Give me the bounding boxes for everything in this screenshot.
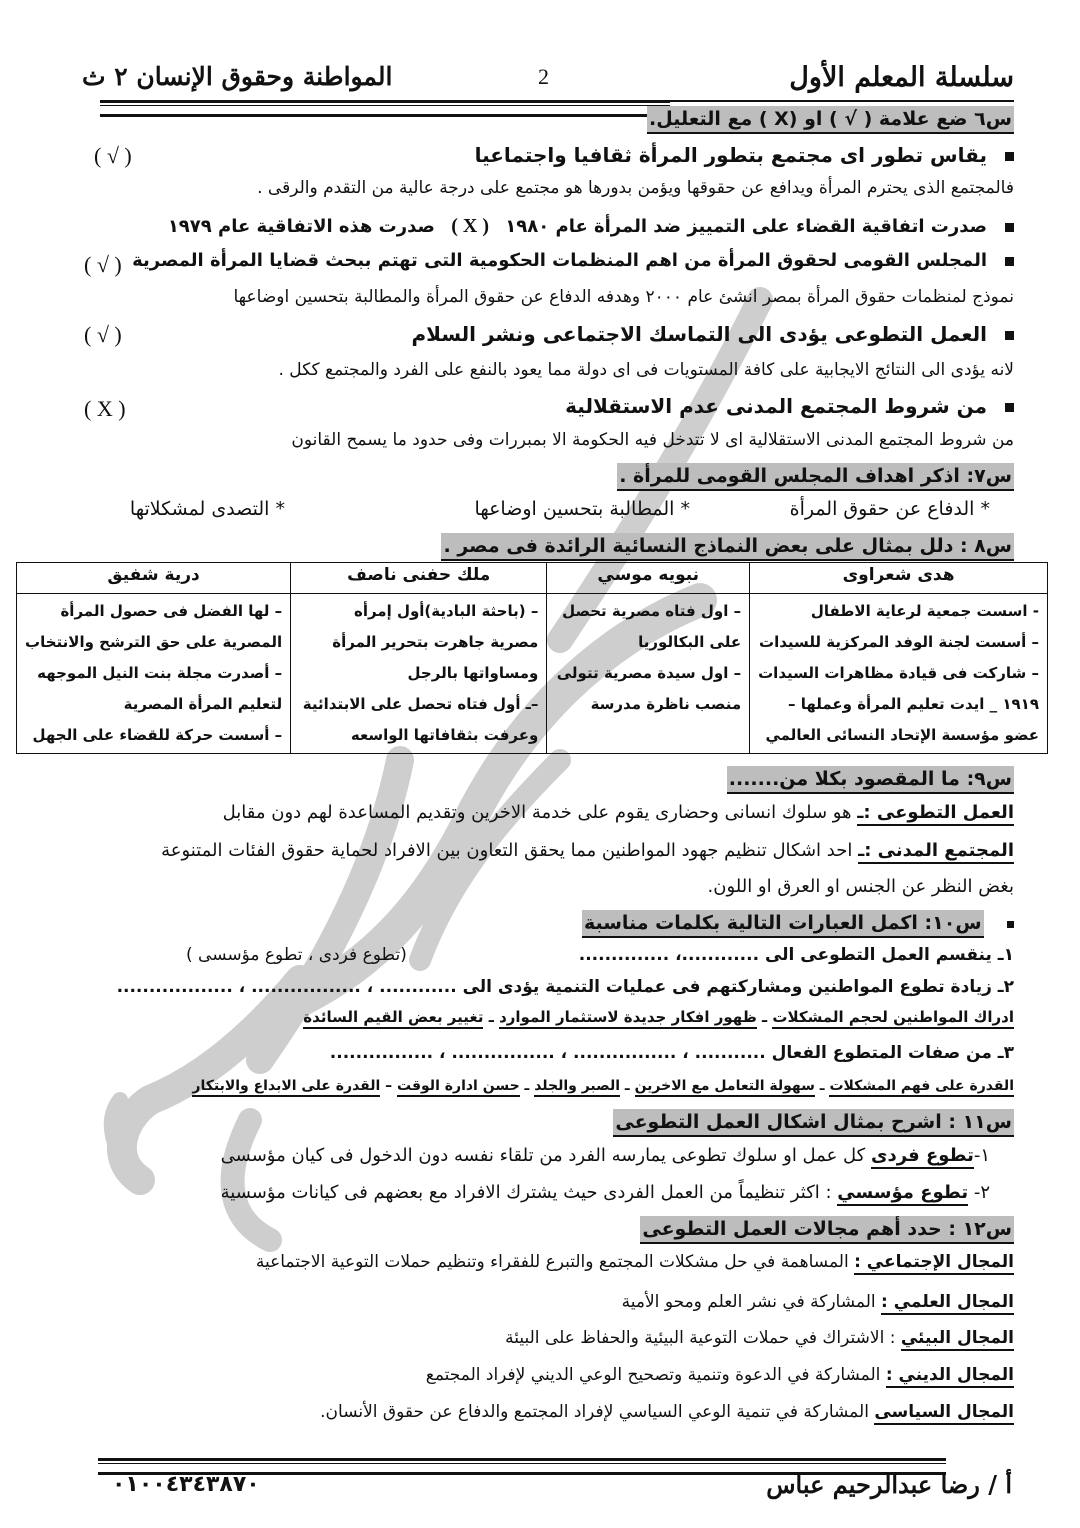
statement-text: العمل التطوعى يؤدى الى التماسك الاجتماعى ونشر السلام: [411, 322, 987, 346]
cell-line: – شاركت فى قيادة مظاهرات السيدات: [758, 664, 1039, 682]
q10-sentence-1: ١ـ ينقسم العمل التطوعى الى ............، ..............: [578, 945, 1014, 965]
q6-item-1: [475, 143, 1014, 167]
q10-heading: س١٠: اكمل العبارات التالية بكلمات مناسبة: [582, 910, 984, 938]
definition-text: احد اشكال تنظيم جهود المواطنين مما يحقق التعاون بين الافراد لحماية حقوق الفئات المتنوعة: [161, 840, 859, 861]
cell-line: - اسست جمعية لرعاية الاطفال: [810, 602, 1039, 620]
q10-sentence-3: ٣ـ من صفات المتطوع الفعال ........... ، ................ ، ................ ، ................: [329, 1043, 1014, 1063]
column-header: ملك حفنى ناصف: [291, 563, 547, 594]
cell-line: – أسست لجنة الوفد المركزية للسيدات: [759, 633, 1039, 651]
column-header: هدى شعراوى: [750, 563, 1048, 594]
q6-item-5: [565, 394, 1014, 418]
answer: ادراك المواطنين لحجم المشكلات: [772, 1008, 1014, 1029]
statement-text: المجلس القومى لحقوق المرأة من اهم المنظمات الحكومية التى تهتم ببحث قضايا المرأة المصرية: [132, 250, 987, 271]
q6-item-2: [168, 215, 1014, 238]
field-text: المشاركة في تنمية الوعي السياسي لإفراد المجتمع والدفاع عن حقوق الأنسان.: [320, 1402, 875, 1422]
q12-field-political: [320, 1402, 1014, 1422]
pioneer-women-table: [16, 562, 1048, 754]
q11-heading: س١١ : اشرح بمثال اشكال العمل التطوعى: [613, 1109, 1014, 1137]
q11-item-2: [221, 1182, 990, 1203]
field-text: المساهمة في حل مشكلات المجتمع والتبرع للفقراء وتنظيم حملات التوعية الاجتماعية: [255, 1252, 855, 1272]
q12-field-environment: [505, 1328, 1014, 1348]
table-cell-huda: [750, 594, 1048, 754]
q9-def-1: [223, 802, 1014, 823]
item-number: ١-: [973, 1145, 990, 1166]
table-cell-nabawia: [547, 594, 750, 754]
column-header: درية شفيق: [17, 563, 291, 594]
cell-line: – اول فتاه مصرية تحصل: [562, 602, 742, 620]
cell-line: وعرفت بثقافاتها الواسعه: [350, 726, 539, 744]
subject-title: المواطنة وحقوق الإنسان ٢ ث: [82, 62, 393, 91]
answer: ظهور افكار جديدة لاستثمار الموارد: [499, 1008, 757, 1029]
statement-text: من شروط المجتمع المدنى عدم الاستقلالية: [565, 394, 987, 418]
bullet-icon: [1005, 403, 1014, 412]
term-label: تطوع فردى: [871, 1145, 974, 1169]
definition-text: كل عمل او سلوك تطوعى يمارسه الفرد من تلقاء نفسه دون الدخول فى كيان مؤسسى: [220, 1145, 871, 1166]
q6-mark-2: ( X ): [451, 215, 489, 237]
table-row: [17, 594, 1048, 754]
author-phone: ٠١٠٠٤٣٤٣٨٧٠: [112, 1472, 260, 1497]
q6-reason-1: فالمجتمع الذى يحترم المرأة ويدافع عن حقوقها ويؤمن بدورها هو مجتمع على درجة عالية من التقدم والرقى .: [257, 178, 1014, 198]
table-header-row: [17, 563, 1048, 594]
answer: الصبر والجلد: [534, 1078, 620, 1097]
cell-line: –ـ أول فتاه تحصل على الابتدائية: [302, 695, 539, 713]
q6-reason-2: صدرت هذه الاتفاقية عام ١٩٧٩: [167, 216, 435, 237]
q6-item-4: [411, 322, 1014, 346]
field-text: المشاركة في الدعوة وتنمية وتصحيح الوعي الديني لإفراد المجتمع: [425, 1365, 886, 1385]
cell-line: – (باحثة البادية)أول إمرأه: [353, 602, 539, 620]
q6-reason-4: لانه يؤدى الى النتائج الايجابية على كافة المستويات فى اى دولة مما يعود بالنفع على الفرد والمجتمع ككل .: [278, 360, 1014, 380]
term-label: تطوع مؤسسي: [837, 1182, 968, 1206]
q12-field-science: [622, 1292, 1014, 1312]
q7-heading: س٧: اذكر اهداف المجلس القومى للمرأة .: [617, 463, 1014, 491]
answer: القدرة على فهم المشكلات: [829, 1078, 1014, 1097]
cell-line: منصب ناظرة مدرسة: [590, 695, 742, 713]
answer: تغيير بعض القيم السائدة: [303, 1008, 483, 1029]
cell-line: المصرية على حق الترشح والانتخاب: [25, 633, 283, 651]
term-label: المجتمع المدنى :ـ: [858, 840, 1014, 864]
statement-text: صدرت اتفاقية القضاء على التمييز ضد المرأة عام ١٩٨٠: [505, 216, 987, 237]
term-label: المجال الديني :: [886, 1365, 1014, 1388]
cell-line: – أسست حركة للقضاء على الجهل: [32, 726, 283, 744]
q6-reason-3: نموذج لمنظمات حقوق المرأة بمصر انشئ عام ٢٠٠٠ وهدفه الدفاع عن حقوق المرأة والمطالبة بتحسين اوضاعها: [233, 287, 1014, 307]
q10-answers-3: القدرة على فهم المشكلات ـ سهولة التعامل مع الاخرين ـ الصبر والجلد ـ حسن ادارة الوقت – القدرة على الابداع والابتكار: [192, 1078, 1014, 1094]
cell-line: ومساواتها بالرجل: [407, 664, 539, 682]
q6-reason-5: من شروط المجتمع المدنى الاستقلالية اى لا تتدخل فيه الحكومة الا بمبررات وفى حدود ما يسمح القانون: [291, 430, 1014, 450]
q6-mark-4: ( √ ): [84, 322, 122, 347]
table-cell-malak: [291, 594, 547, 754]
series-title: سلسلة المعلم الأول: [789, 62, 1014, 93]
cell-line: – أصدرت مجلة بنت النيل الموجهه: [37, 664, 283, 682]
q7-answer-1: * الدفاع عن حقوق المرأة: [789, 498, 990, 520]
q8-heading: س٨ : دلل بمثال على بعض النماذج النسائية الرائدة فى مصر .: [441, 533, 1014, 561]
statement-text: يقاس تطور اى مجتمع بتطور المرأة ثقافيا واجتماعيا: [474, 143, 987, 167]
q6-heading: س٦ ضع علامة ( √ ) او (X ) مع التعليل.: [647, 106, 1014, 134]
bullet-icon: [1005, 257, 1014, 266]
field-text: : الاشتراك في حملات التوعية البيئية والحفاظ على البيئة: [505, 1328, 901, 1348]
q6-mark-5: ( X ): [84, 396, 126, 421]
q10-answer-1: (تطوع فردى ، تطوع مؤسسى ): [186, 945, 407, 965]
q10-answers-2: ادراك المواطنين لحجم المشكلات ـ ظهور افكار جديدة لاستثمار الموارد ـ تغيير بعض القيم السائدة: [303, 1008, 1014, 1026]
definition-text: هو سلوك انسانى وحضارى يقوم على خدمة الاخرين وتقديم المساعدة لهم دون مقابل: [222, 802, 858, 823]
cell-line: عضو مؤسسة الإتحاد النسائى العالمي: [765, 726, 1039, 744]
q6-item-3: [132, 250, 1014, 271]
answer: حسن ادارة الوقت: [397, 1078, 520, 1097]
field-text: المشاركة في نشر العلم ومحو الأمية: [621, 1292, 882, 1312]
q9-def-2: [161, 840, 1014, 861]
bullet-icon: [1007, 921, 1014, 928]
bullet-icon: [1005, 331, 1014, 340]
cell-line: مصرية جاهرت بتحرير المرأة: [332, 633, 539, 651]
q9-def-2-cont: بغض النظر عن الجنس او العرق او اللون.: [707, 876, 1014, 897]
header-rule: [100, 100, 670, 117]
definition-text: : اكثر تنظيماً من العمل الفردى حيث يشترك الافراد مع بعضهم فى كيانات مؤسسية: [220, 1182, 838, 1203]
cell-line: لتعليم المرأة المصرية: [123, 695, 283, 713]
q12-heading: س١٢ : حدد أهم مجالات العمل التطوعى: [640, 1216, 1014, 1244]
term-label: العمل التطوعى :ـ: [857, 802, 1014, 826]
q7-answer-2: * المطالبة بتحسين اوضاعها: [474, 498, 690, 520]
bullet-icon: [1005, 223, 1014, 232]
author-name: أ / رضا عبدالرحيم عباس: [766, 1470, 1012, 1499]
cell-line: على البكالوريا: [638, 633, 742, 651]
q11-item-1: [221, 1145, 990, 1166]
q9-heading: س٩: ما المقصود بكلا من.......: [727, 766, 1014, 794]
answer: القدرة على الابداع والابتكار: [192, 1078, 380, 1097]
term-label: المجال السياسى: [874, 1402, 1014, 1425]
q6-mark-3: ( √ ): [84, 252, 122, 277]
q10-sentence-2: ٢ـ زيادة تطوع المواطنين ومشاركتهم فى عمليات التنمية يؤدى الى ............ ، ................. ، ..................: [116, 977, 1014, 997]
q12-field-social: [256, 1252, 1014, 1272]
cell-line: – لها الفضل فى حصول المرأة: [60, 602, 283, 620]
cell-line: ١٩١٩ _ ايدت تعليم المرأة وعملها –: [787, 695, 1039, 713]
term-label: المجال الإجتماعي :: [854, 1252, 1014, 1275]
bullet-icon: [1005, 152, 1014, 161]
header-rule-thin: [670, 100, 1014, 102]
answer: سهولة التعامل مع الاخرين: [635, 1078, 815, 1097]
cell-line: – اول سيدة مصرية تتولى: [556, 664, 742, 682]
term-label: المجال البيئي: [901, 1328, 1014, 1351]
term-label: المجال العلمي :: [881, 1292, 1014, 1315]
item-number: ٢-: [973, 1182, 990, 1203]
table-cell-doria: [17, 594, 291, 754]
q12-field-religious: [426, 1365, 1014, 1385]
q6-mark-1: ( √ ): [94, 143, 132, 168]
page-number: 2: [538, 64, 549, 89]
column-header: نبويه موسي: [547, 563, 750, 594]
q10-heading-row: [582, 910, 1014, 938]
q7-answer-3: * التصدى لمشكلاتها: [129, 498, 285, 520]
